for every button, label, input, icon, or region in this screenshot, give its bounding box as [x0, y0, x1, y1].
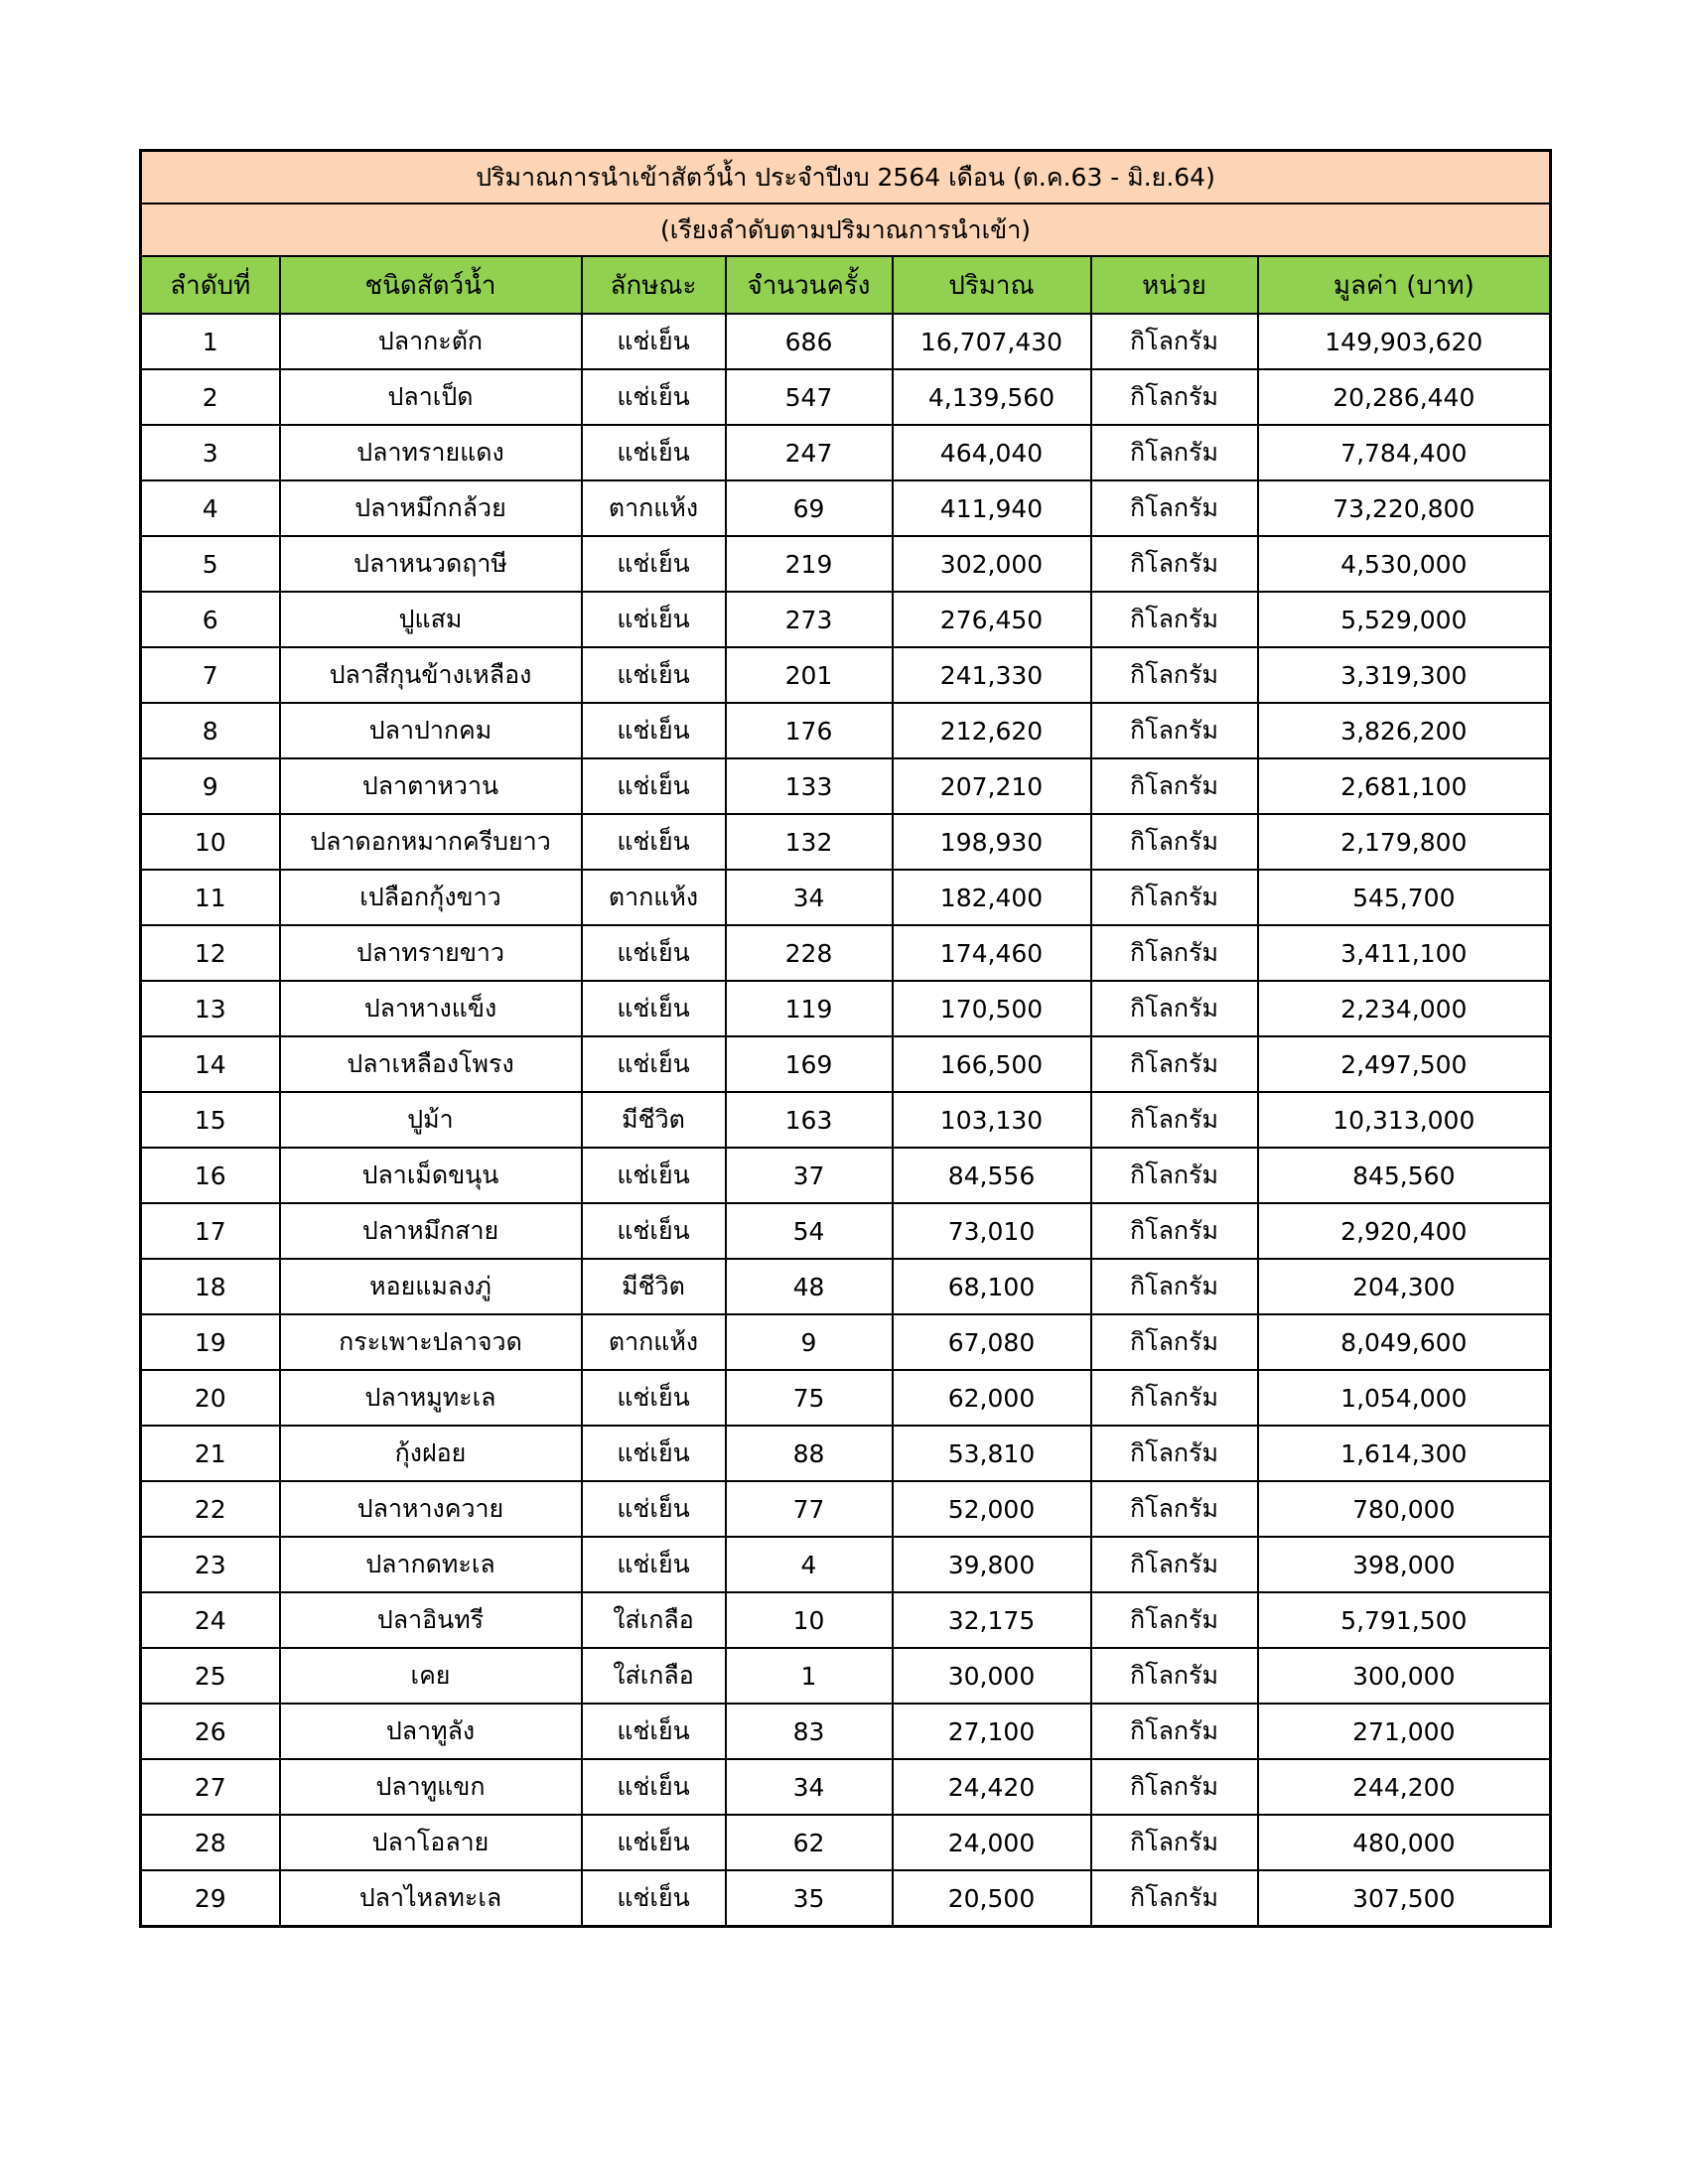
- cell-value: 2,497,500: [1258, 1036, 1551, 1092]
- cell-rank: 20: [141, 1370, 280, 1426]
- cell-quantity: 73,010: [893, 1203, 1091, 1259]
- cell-unit: กิโลกรัม: [1091, 1481, 1258, 1537]
- cell-quantity: 182,400: [893, 870, 1091, 925]
- cell-value: 8,049,600: [1258, 1314, 1551, 1370]
- cell-quantity: 174,460: [893, 925, 1091, 981]
- table-row: [141, 1036, 1551, 1092]
- cell-rank: 4: [141, 480, 280, 536]
- cell-form: แช่เย็น: [582, 314, 726, 369]
- cell-quantity: 464,040: [893, 425, 1091, 480]
- cell-species: ปลาเป็ด: [280, 369, 582, 425]
- cell-count: 77: [726, 1481, 893, 1537]
- cell-form: แช่เย็น: [582, 592, 726, 647]
- cell-species: ปลากดทะเล: [280, 1537, 582, 1592]
- cell-rank: 25: [141, 1648, 280, 1704]
- cell-value: 244,200: [1258, 1759, 1551, 1815]
- table-row: [141, 647, 1551, 703]
- cell-count: 273: [726, 592, 893, 647]
- header-rank: ลำดับที่: [141, 256, 280, 314]
- table-row: [141, 814, 1551, 870]
- cell-value: 1,054,000: [1258, 1370, 1551, 1426]
- cell-form: แช่เย็น: [582, 369, 726, 425]
- cell-value: 2,179,800: [1258, 814, 1551, 870]
- cell-form: แช่เย็น: [582, 647, 726, 703]
- cell-species: ปลาหมูทะเล: [280, 1370, 582, 1426]
- cell-species: ปลาไหลทะเล: [280, 1870, 582, 1927]
- cell-count: 35: [726, 1870, 893, 1927]
- cell-species: ปลาเม็ดขนุน: [280, 1148, 582, 1203]
- cell-unit: กิโลกรัม: [1091, 314, 1258, 369]
- cell-unit: กิโลกรัม: [1091, 1815, 1258, 1870]
- cell-count: 62: [726, 1815, 893, 1870]
- cell-species: เปลือกกุ้งขาว: [280, 870, 582, 925]
- cell-unit: กิโลกรัม: [1091, 814, 1258, 870]
- cell-count: 34: [726, 870, 893, 925]
- cell-species: ปลาปากคม: [280, 703, 582, 758]
- cell-value: 2,681,100: [1258, 758, 1551, 814]
- cell-species: ปลาทูแขก: [280, 1759, 582, 1815]
- header-count: จำนวนครั้ง: [726, 256, 893, 314]
- cell-value: 271,000: [1258, 1704, 1551, 1759]
- cell-unit: กิโลกรัม: [1091, 1036, 1258, 1092]
- cell-form: แช่เย็น: [582, 758, 726, 814]
- table-row: [141, 1537, 1551, 1592]
- cell-count: 132: [726, 814, 893, 870]
- cell-value: 4,530,000: [1258, 536, 1551, 592]
- cell-unit: กิโลกรัม: [1091, 981, 1258, 1036]
- cell-rank: 17: [141, 1203, 280, 1259]
- cell-count: 1: [726, 1648, 893, 1704]
- cell-quantity: 32,175: [893, 1592, 1091, 1648]
- table-row: [141, 1426, 1551, 1481]
- cell-rank: 14: [141, 1036, 280, 1092]
- cell-value: 73,220,800: [1258, 480, 1551, 536]
- cell-value: 307,500: [1258, 1870, 1551, 1927]
- cell-quantity: 4,139,560: [893, 369, 1091, 425]
- cell-count: 75: [726, 1370, 893, 1426]
- cell-form: แช่เย็น: [582, 1870, 726, 1927]
- header-value: มูลค่า (บาท): [1258, 256, 1551, 314]
- cell-quantity: 170,500: [893, 981, 1091, 1036]
- cell-count: 133: [726, 758, 893, 814]
- table-row: [141, 1370, 1551, 1426]
- table-row: [141, 703, 1551, 758]
- cell-count: 169: [726, 1036, 893, 1092]
- cell-rank: 10: [141, 814, 280, 870]
- cell-value: 5,529,000: [1258, 592, 1551, 647]
- cell-species: ปลาทรายขาว: [280, 925, 582, 981]
- cell-value: 300,000: [1258, 1648, 1551, 1704]
- cell-unit: กิโลกรัม: [1091, 925, 1258, 981]
- cell-rank: 8: [141, 703, 280, 758]
- cell-quantity: 166,500: [893, 1036, 1091, 1092]
- cell-unit: กิโลกรัม: [1091, 1759, 1258, 1815]
- cell-count: 163: [726, 1092, 893, 1148]
- cell-rank: 15: [141, 1092, 280, 1148]
- cell-quantity: 30,000: [893, 1648, 1091, 1704]
- cell-form: มีชีวิต: [582, 1259, 726, 1314]
- table-row: [141, 314, 1551, 369]
- cell-rank: 26: [141, 1704, 280, 1759]
- cell-species: ปูแสม: [280, 592, 582, 647]
- cell-quantity: 27,100: [893, 1704, 1091, 1759]
- import-table: [139, 149, 1552, 1928]
- cell-form: ตากแห้ง: [582, 870, 726, 925]
- cell-rank: 24: [141, 1592, 280, 1648]
- cell-species: ปลาหางแข็ง: [280, 981, 582, 1036]
- table-row: [141, 425, 1551, 480]
- cell-species: ปลาหนวดฤาษี: [280, 536, 582, 592]
- cell-count: 547: [726, 369, 893, 425]
- table-row: [141, 1592, 1551, 1648]
- cell-quantity: 302,000: [893, 536, 1091, 592]
- table-row: [141, 1648, 1551, 1704]
- cell-value: 480,000: [1258, 1815, 1551, 1870]
- cell-rank: 11: [141, 870, 280, 925]
- cell-rank: 9: [141, 758, 280, 814]
- table-row: [141, 1870, 1551, 1927]
- cell-species: ปลาตาหวาน: [280, 758, 582, 814]
- cell-species: หอยแมลงภู่: [280, 1259, 582, 1314]
- cell-unit: กิโลกรัม: [1091, 1203, 1258, 1259]
- cell-species: ปลาหมึกกล้วย: [280, 480, 582, 536]
- cell-value: 3,826,200: [1258, 703, 1551, 758]
- cell-unit: กิโลกรัม: [1091, 703, 1258, 758]
- cell-form: แช่เย็น: [582, 1481, 726, 1537]
- cell-count: 34: [726, 1759, 893, 1815]
- cell-quantity: 103,130: [893, 1092, 1091, 1148]
- table-row: [141, 1759, 1551, 1815]
- cell-count: 201: [726, 647, 893, 703]
- header-row: [141, 256, 1551, 314]
- cell-quantity: 241,330: [893, 647, 1091, 703]
- cell-rank: 29: [141, 1870, 280, 1927]
- cell-count: 54: [726, 1203, 893, 1259]
- cell-form: แช่เย็น: [582, 1815, 726, 1870]
- table-row: [141, 1481, 1551, 1537]
- cell-unit: กิโลกรัม: [1091, 425, 1258, 480]
- cell-unit: กิโลกรัม: [1091, 1537, 1258, 1592]
- cell-rank: 6: [141, 592, 280, 647]
- cell-rank: 2: [141, 369, 280, 425]
- cell-unit: กิโลกรัม: [1091, 758, 1258, 814]
- cell-form: ใส่เกลือ: [582, 1648, 726, 1704]
- header-species: ชนิดสัตว์น้ำ: [280, 256, 582, 314]
- cell-quantity: 20,500: [893, 1870, 1091, 1927]
- cell-unit: กิโลกรัม: [1091, 536, 1258, 592]
- cell-rank: 21: [141, 1426, 280, 1481]
- cell-form: แช่เย็น: [582, 981, 726, 1036]
- cell-count: 10: [726, 1592, 893, 1648]
- cell-species: ปลาอินทรี: [280, 1592, 582, 1648]
- cell-value: 7,784,400: [1258, 425, 1551, 480]
- cell-quantity: 16,707,430: [893, 314, 1091, 369]
- table-row: [141, 369, 1551, 425]
- cell-form: แช่เย็น: [582, 1203, 726, 1259]
- cell-value: 3,411,100: [1258, 925, 1551, 981]
- cell-unit: กิโลกรัม: [1091, 1704, 1258, 1759]
- cell-unit: กิโลกรัม: [1091, 1148, 1258, 1203]
- cell-quantity: 276,450: [893, 592, 1091, 647]
- cell-count: 4: [726, 1537, 893, 1592]
- cell-quantity: 411,940: [893, 480, 1091, 536]
- cell-rank: 7: [141, 647, 280, 703]
- cell-species: กระเพาะปลาจวด: [280, 1314, 582, 1370]
- cell-count: 69: [726, 480, 893, 536]
- cell-form: แช่เย็น: [582, 1426, 726, 1481]
- cell-value: 845,560: [1258, 1148, 1551, 1203]
- cell-quantity: 212,620: [893, 703, 1091, 758]
- cell-rank: 1: [141, 314, 280, 369]
- cell-rank: 13: [141, 981, 280, 1036]
- header-form: ลักษณะ: [582, 256, 726, 314]
- cell-unit: กิโลกรัม: [1091, 480, 1258, 536]
- cell-quantity: 68,100: [893, 1259, 1091, 1314]
- cell-count: 219: [726, 536, 893, 592]
- cell-unit: กิโลกรัม: [1091, 647, 1258, 703]
- cell-form: แช่เย็น: [582, 814, 726, 870]
- cell-quantity: 53,810: [893, 1426, 1091, 1481]
- cell-value: 20,286,440: [1258, 369, 1551, 425]
- cell-species: ปลาหมึกสาย: [280, 1203, 582, 1259]
- cell-value: 10,313,000: [1258, 1092, 1551, 1148]
- cell-count: 9: [726, 1314, 893, 1370]
- cell-count: 176: [726, 703, 893, 758]
- cell-count: 48: [726, 1259, 893, 1314]
- cell-rank: 3: [141, 425, 280, 480]
- cell-count: 83: [726, 1704, 893, 1759]
- table-row: [141, 1092, 1551, 1148]
- cell-form: ตากแห้ง: [582, 1314, 726, 1370]
- cell-species: กุ้งฝอย: [280, 1426, 582, 1481]
- cell-value: 1,614,300: [1258, 1426, 1551, 1481]
- cell-species: ปลาสีกุนข้างเหลือง: [280, 647, 582, 703]
- cell-species: เคย: [280, 1648, 582, 1704]
- cell-value: 204,300: [1258, 1259, 1551, 1314]
- cell-form: แช่เย็น: [582, 1036, 726, 1092]
- cell-count: 228: [726, 925, 893, 981]
- cell-unit: กิโลกรัม: [1091, 592, 1258, 647]
- cell-form: แช่เย็น: [582, 1759, 726, 1815]
- table-row: [141, 870, 1551, 925]
- cell-count: 37: [726, 1148, 893, 1203]
- cell-form: แช่เย็น: [582, 703, 726, 758]
- cell-unit: กิโลกรัม: [1091, 870, 1258, 925]
- cell-value: 2,234,000: [1258, 981, 1551, 1036]
- cell-form: แช่เย็น: [582, 425, 726, 480]
- cell-form: แช่เย็น: [582, 1370, 726, 1426]
- subtitle-row: [141, 204, 1551, 256]
- cell-form: แช่เย็น: [582, 925, 726, 981]
- cell-count: 119: [726, 981, 893, 1036]
- table-row: [141, 480, 1551, 536]
- cell-quantity: 67,080: [893, 1314, 1091, 1370]
- cell-quantity: 52,000: [893, 1481, 1091, 1537]
- cell-unit: กิโลกรัม: [1091, 369, 1258, 425]
- cell-unit: กิโลกรัม: [1091, 1259, 1258, 1314]
- table-row: [141, 925, 1551, 981]
- cell-form: ใส่เกลือ: [582, 1592, 726, 1648]
- cell-value: 398,000: [1258, 1537, 1551, 1592]
- cell-count: 686: [726, 314, 893, 369]
- cell-species: ปลาทูลัง: [280, 1704, 582, 1759]
- table-row: [141, 1259, 1551, 1314]
- cell-quantity: 198,930: [893, 814, 1091, 870]
- cell-species: ปลาเหลืองโพรง: [280, 1036, 582, 1092]
- cell-unit: กิโลกรัม: [1091, 1592, 1258, 1648]
- table-subtitle: (เรียงลำดับตามปริมาณการนำเข้า): [141, 204, 1551, 256]
- cell-value: 3,319,300: [1258, 647, 1551, 703]
- header-unit: หน่วย: [1091, 256, 1258, 314]
- cell-species: ปลาโอลาย: [280, 1815, 582, 1870]
- table-row: [141, 1203, 1551, 1259]
- cell-value: 780,000: [1258, 1481, 1551, 1537]
- cell-unit: กิโลกรัม: [1091, 1648, 1258, 1704]
- table-row: [141, 1148, 1551, 1203]
- cell-count: 247: [726, 425, 893, 480]
- cell-value: 2,920,400: [1258, 1203, 1551, 1259]
- cell-value: 5,791,500: [1258, 1592, 1551, 1648]
- cell-quantity: 207,210: [893, 758, 1091, 814]
- table-row: [141, 758, 1551, 814]
- cell-quantity: 84,556: [893, 1148, 1091, 1203]
- table-row: [141, 1314, 1551, 1370]
- cell-species: ปลาหางควาย: [280, 1481, 582, 1537]
- cell-species: ปลาทรายแดง: [280, 425, 582, 480]
- cell-quantity: 24,420: [893, 1759, 1091, 1815]
- cell-form: แช่เย็น: [582, 536, 726, 592]
- cell-value: 545,700: [1258, 870, 1551, 925]
- cell-form: มีชีวิต: [582, 1092, 726, 1148]
- table-row: [141, 981, 1551, 1036]
- cell-rank: 18: [141, 1259, 280, 1314]
- table-title: ปริมาณการนำเข้าสัตว์น้ำ ประจำปีงบ 2564 เดือน (ต.ค.63 - มิ.ย.64): [141, 151, 1551, 205]
- cell-form: ตากแห้ง: [582, 480, 726, 536]
- cell-species: ปูม้า: [280, 1092, 582, 1148]
- cell-value: 149,903,620: [1258, 314, 1551, 369]
- cell-rank: 12: [141, 925, 280, 981]
- cell-rank: 28: [141, 1815, 280, 1870]
- cell-quantity: 39,800: [893, 1537, 1091, 1592]
- cell-count: 88: [726, 1426, 893, 1481]
- cell-unit: กิโลกรัม: [1091, 1092, 1258, 1148]
- header-quantity: ปริมาณ: [893, 256, 1091, 314]
- cell-rank: 16: [141, 1148, 280, 1203]
- cell-rank: 27: [141, 1759, 280, 1815]
- cell-unit: กิโลกรัม: [1091, 1370, 1258, 1426]
- cell-unit: กิโลกรัม: [1091, 1426, 1258, 1481]
- table-row: [141, 536, 1551, 592]
- cell-rank: 5: [141, 536, 280, 592]
- cell-form: แช่เย็น: [582, 1148, 726, 1203]
- cell-species: ปลาดอกหมากครีบยาว: [280, 814, 582, 870]
- cell-form: แช่เย็น: [582, 1537, 726, 1592]
- cell-rank: 22: [141, 1481, 280, 1537]
- table-row: [141, 1815, 1551, 1870]
- table-row: [141, 1704, 1551, 1759]
- cell-unit: กิโลกรัม: [1091, 1870, 1258, 1927]
- cell-rank: 19: [141, 1314, 280, 1370]
- cell-form: แช่เย็น: [582, 1704, 726, 1759]
- cell-unit: กิโลกรัม: [1091, 1314, 1258, 1370]
- cell-species: ปลากะตัก: [280, 314, 582, 369]
- title-row: [141, 151, 1551, 205]
- table-row: [141, 592, 1551, 647]
- cell-quantity: 62,000: [893, 1370, 1091, 1426]
- cell-rank: 23: [141, 1537, 280, 1592]
- cell-quantity: 24,000: [893, 1815, 1091, 1870]
